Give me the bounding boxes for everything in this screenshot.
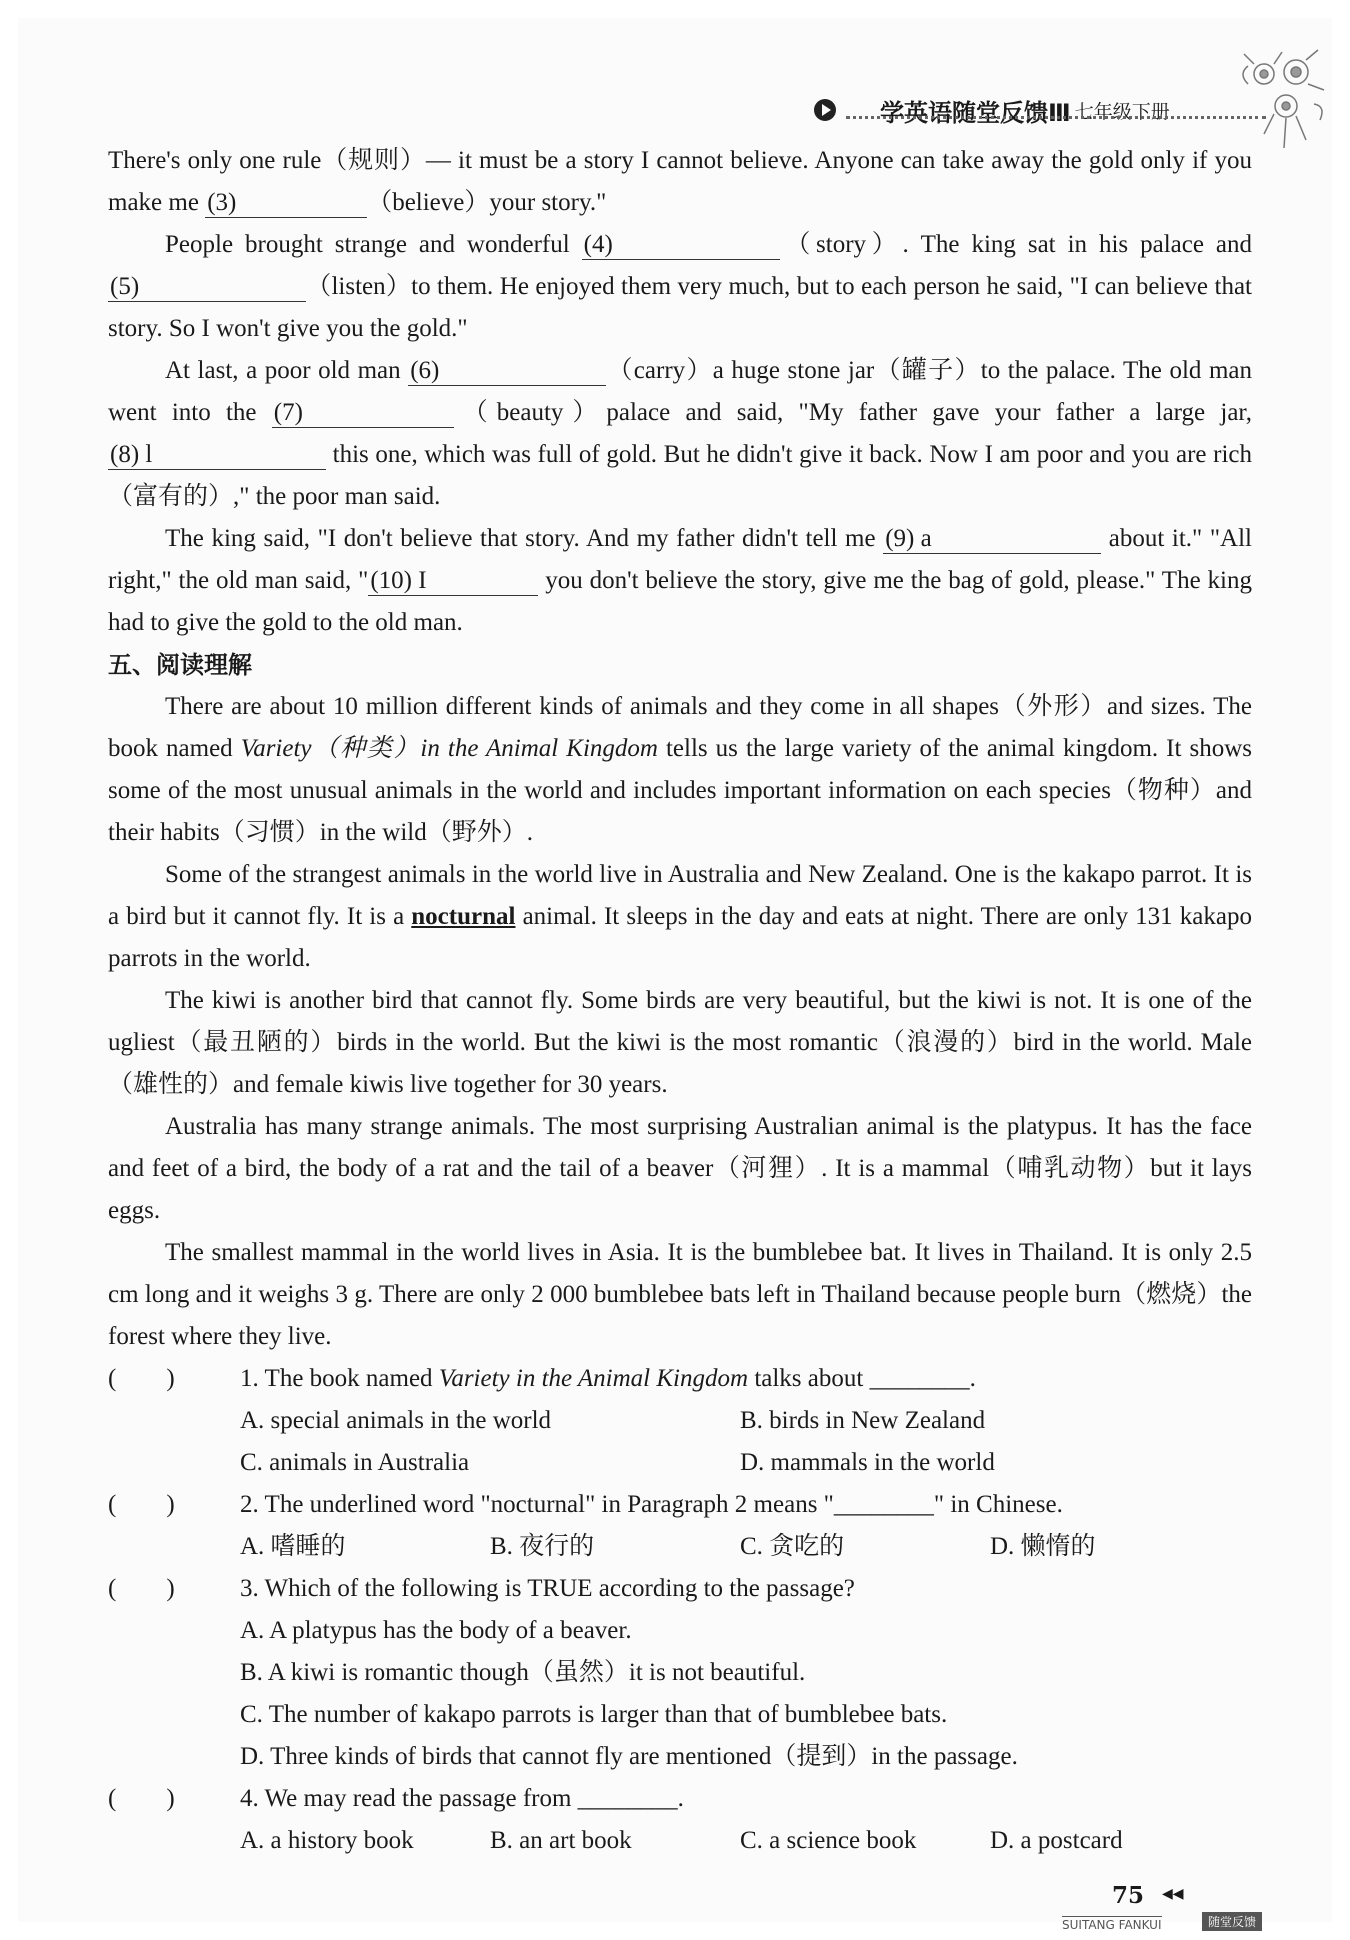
reading-paragraph: There are about 10 million different kinds of animals and they come in all shapes（外形）and sizes. The book named Variety（种类）in the Animal Kingdom tells us the large variety of the animal kingdom. It shows some of the most unusual animals in the world and includes important information on each species（物种）and their habits（习惯）in the wild（野外）.: [108, 693, 1252, 846]
arrow-left-icon: ◀◀: [1162, 1887, 1184, 1902]
blank-4[interactable]: (4): [582, 231, 780, 260]
option[interactable]: A. A platypus has the body of a beaver.: [240, 1617, 632, 1644]
main-content: [108, 140, 1252, 1862]
flower-decoration-icon: [1234, 44, 1334, 154]
blank-5[interactable]: (5): [108, 273, 306, 302]
reading-paragraph: Some of the strangest animals in the world live in Australia and New Zealand. One is the kakapo parrot. It is a bird but it cannot fly. It is a nocturnal animal. It sleeps in the day and eats at night. There are only 131 kakapo parrots in the world.: [108, 861, 1252, 972]
blank-3[interactable]: (3): [205, 189, 367, 218]
option[interactable]: B. A kiwi is romantic though（虽然）it is not beautiful.: [240, 1659, 806, 1686]
answer-paren[interactable]: ( ): [108, 1365, 175, 1392]
question-4: ( ) 4. We may read the passage from ________. A. a history book B. an art book C. a science book D. a postcard: [108, 1778, 1252, 1862]
option[interactable]: C. 贪吃的: [740, 1533, 845, 1560]
option[interactable]: D. a postcard: [990, 1827, 1123, 1854]
option[interactable]: D. Three kinds of birds that cannot fly are mentioned（提到）in the passage.: [240, 1743, 1018, 1770]
blank-7[interactable]: (7): [272, 399, 454, 428]
section-title: 五、阅读理解: [108, 651, 252, 679]
page-number: 75: [1112, 1882, 1145, 1909]
reading-paragraph: Australia has many strange animals. The most surprising Australian animal is the platypus. It has the face and feet of a bird, the body of a rat and the tail of a beaver（河狸）. It is a mammal（哺乳动物）but it lays eggs.: [108, 1113, 1252, 1224]
answer-paren[interactable]: ( ): [108, 1575, 175, 1602]
reading-paragraph: The smallest mammal in the world lives in Asia. It is the bumblebee bat. It lives in Thailand. It is only 2.5 cm long and it weighs 3 g. There are only 2 000 bumblebee bats left in Thailand because people burn（燃烧）the forest where they live.: [108, 1239, 1252, 1350]
question-1: ( ) 1. The book named Variety in the Animal Kingdom talks about ________. A. special animals in the world B. birds in New Zealand C. animals in Australia D. mammals in the world: [108, 1358, 1252, 1484]
option[interactable]: B. an art book: [490, 1827, 632, 1854]
header-divider: [846, 116, 1266, 119]
blank-6[interactable]: (6): [408, 357, 606, 386]
footer-brand: SUITANG FANKUI: [1062, 1918, 1162, 1932]
option[interactable]: C. The number of kakapo parrots is larger than that of bumblebee bats.: [240, 1701, 948, 1728]
blank-8[interactable]: (8) l: [108, 441, 326, 470]
option[interactable]: B. 夜行的: [490, 1533, 595, 1560]
answer-paren[interactable]: ( ): [108, 1491, 175, 1518]
footer-tag: 随堂反馈: [1202, 1912, 1262, 1931]
answer-paren[interactable]: ( ): [108, 1785, 175, 1812]
option[interactable]: C. a science book: [740, 1827, 917, 1854]
book-title: 学英语随堂反馈Ⅲ: [880, 98, 1071, 127]
option[interactable]: D. mammals in the world: [740, 1449, 995, 1476]
underlined-word: nocturnal: [411, 903, 516, 930]
blank-9[interactable]: (9) a: [883, 525, 1101, 554]
question-3: ( ) 3. Which of the following is TRUE according to the passage? A. A platypus has the body of a beaver. B. A kiwi is romantic though（虽然）it is not beautiful. C. The number of kakapo parrots is larger than that of bumblebee bats. D. Three kinds of birds that cannot fly are mentioned（提到）in the passage.: [108, 1568, 1252, 1778]
cloze-paragraph: At last, a poor old man (6) （carry）a huge stone jar（罐子）to the palace. The old man went into the (7) （beauty）palace and said, "My father gave your father a large jar, (8) l this one, which was full of gold. But he didn't give it back. Now I am poor and you are rich（富有的）," the poor man said.: [108, 357, 1253, 510]
option[interactable]: A. special animals in the world: [240, 1407, 552, 1434]
option[interactable]: A. a history book: [240, 1827, 414, 1854]
reading-paragraph: The kiwi is another bird that cannot fly. Some birds are very beautiful, but the kiwi is not. It is one of the ugliest（最丑陋的）birds in the world. But the kiwi is the most romantic（浪漫的）bird in the world. Male（雄性的）and female kiwis live together for 30 years.: [108, 987, 1252, 1098]
option[interactable]: D. 懒惰的: [990, 1533, 1096, 1560]
book-subtitle: 七年级下册: [1074, 100, 1170, 123]
play-icon: [814, 99, 836, 121]
page-header: [814, 90, 1170, 130]
question-2: ( ) 2. The underlined word "nocturnal" in Paragraph 2 means "________" in Chinese. A. 嗜睡的 B. 夜行的 C. 贪吃的 D. 懒惰的: [108, 1484, 1252, 1568]
book-title-italic: Variety（种类）in the Animal Kingdom: [240, 735, 658, 762]
cloze-paragraph: People brought strange and wonderful (4) （story）. The king sat in his palace and (5) （listen）to them. He enjoyed them very much, but to each person he said, "I can believe that story. So I won't give you the gold.": [108, 231, 1252, 342]
cloze-paragraph: There's only one rule（规则）— it must be a story I cannot believe. Anyone can take away the gold only if you make me (3) （believe）your story.": [108, 147, 1252, 216]
option[interactable]: A. 嗜睡的: [240, 1533, 346, 1560]
blank-10[interactable]: (10) I: [368, 567, 538, 596]
cloze-paragraph: The king said, "I don't believe that story. And my father didn't tell me (9) a about it." "All right," the old man said, "(10) I you don't believe the story, give me the bag of gold, please." The king had to give the gold to the old man.: [108, 525, 1253, 636]
option[interactable]: B. birds in New Zealand: [740, 1407, 986, 1434]
option[interactable]: C. animals in Australia: [240, 1449, 470, 1476]
